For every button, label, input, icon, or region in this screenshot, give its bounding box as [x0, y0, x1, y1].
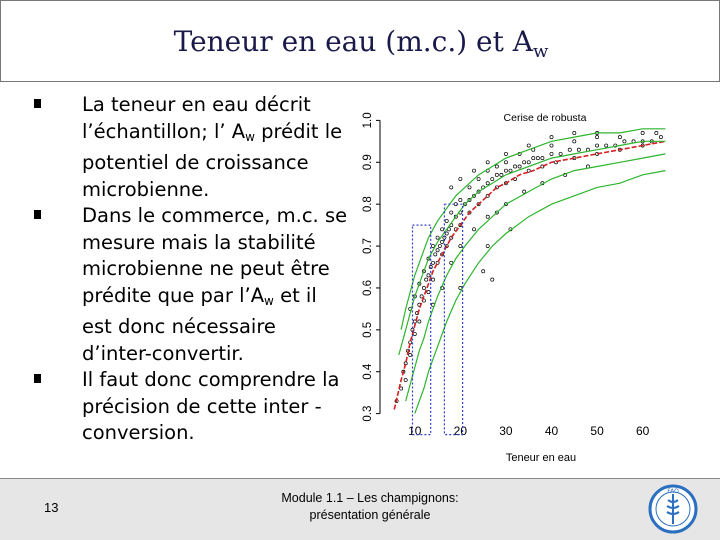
- data-point: [509, 169, 512, 172]
- bullet-item: Il faut donc comprendre la précision de cette inter -conversion.: [30, 367, 350, 447]
- data-point: [450, 211, 453, 214]
- data-point: [495, 173, 498, 176]
- data-point: [450, 186, 453, 189]
- data-point: [527, 161, 530, 164]
- data-point: [536, 156, 539, 159]
- bullet-square-icon: [34, 99, 41, 108]
- data-point: [504, 169, 507, 172]
- bullet-square-icon: [34, 374, 41, 383]
- data-point: [427, 291, 430, 294]
- data-point: [500, 173, 503, 176]
- y-tick-label: 1.0: [362, 112, 374, 129]
- data-point: [459, 177, 462, 180]
- data-point: [486, 161, 489, 164]
- slide-title: Teneur en eau (m.c.) et $A_w$: [173, 25, 549, 62]
- y-tick-label: 0.8: [362, 196, 374, 213]
- data-point: [641, 131, 644, 134]
- data-point: [595, 136, 598, 139]
- footer-line: Module 1.1 – Les champignons:: [281, 491, 459, 505]
- data-point: [550, 136, 553, 139]
- data-point: [472, 228, 475, 231]
- footer-line: présentation générale: [309, 508, 431, 522]
- data-point: [438, 244, 441, 247]
- data-point: [550, 152, 553, 155]
- y-tick-label: 0.5: [362, 321, 374, 338]
- x-tick-label: 20: [453, 424, 468, 438]
- data-point: [445, 232, 448, 235]
- y-tick-label: 0.6: [362, 279, 374, 296]
- data-point: [486, 215, 489, 218]
- data-point: [413, 332, 416, 335]
- y-tick-label: 0.7: [362, 238, 374, 255]
- data-point: [482, 270, 485, 273]
- x-tick-label: 30: [499, 424, 513, 438]
- fao-logo: [648, 484, 698, 534]
- data-point: [655, 131, 658, 134]
- data-point: [445, 219, 448, 222]
- bullet-item: Dans le commerce, m.c. se mesure mais la stabilité microbienne ne peut être prédite que par $l’A_w$ et il est donc nécessaire d’inter-convertir.: [30, 203, 350, 367]
- x-tick-label: 60: [635, 424, 650, 438]
- data-point: [573, 140, 576, 143]
- data-point: [605, 144, 608, 147]
- data-point: [573, 131, 576, 134]
- data-point: [659, 136, 662, 139]
- bullet-list: [30, 92, 350, 447]
- data-point: [459, 198, 462, 201]
- data-point: [472, 169, 475, 172]
- data-point: [504, 152, 507, 155]
- data-point: [436, 249, 439, 252]
- data-point: [491, 177, 494, 180]
- x-tick-label: 50: [590, 424, 604, 438]
- data-point: [441, 228, 444, 231]
- y-tick-label: 0.9: [362, 154, 374, 171]
- bullet-item: La teneur en eau décrit l’échantillon; l’ $A_w$ prédit le potentiel de croissance microbienne.: [30, 92, 350, 203]
- x-tick-label: 10: [408, 424, 422, 438]
- footer-text: [230, 490, 510, 524]
- data-point: [623, 140, 626, 143]
- data-point: [541, 156, 544, 159]
- data-point: [527, 144, 530, 147]
- data-point: [491, 278, 494, 281]
- confidence-band-curve: [399, 141, 666, 355]
- svg-text:FAO: FAO: [667, 488, 679, 495]
- x-axis-label: Teneur en eau: [505, 452, 577, 464]
- x-tick-label: 40: [544, 424, 559, 438]
- data-point: [422, 286, 425, 289]
- data-point: [513, 165, 516, 168]
- moisture-sorption-chart: [340, 92, 690, 472]
- data-point: [595, 144, 598, 147]
- chart-annotation: Cerise de robusta: [503, 112, 587, 124]
- y-tick-label: 0.3: [362, 405, 374, 422]
- y-tick-label: 0.4: [362, 363, 374, 380]
- data-point: [459, 244, 462, 247]
- title-panel: [0, 0, 720, 82]
- data-point: [431, 261, 434, 264]
- data-point: [486, 244, 489, 247]
- data-point: [618, 136, 621, 139]
- data-point: [418, 320, 421, 323]
- data-point: [436, 236, 439, 239]
- data-point: [427, 274, 430, 277]
- confidence-band-curve: [415, 171, 666, 414]
- data-point: [577, 148, 580, 151]
- data-point: [486, 182, 489, 185]
- data-point: [532, 156, 535, 159]
- page-number: 13: [44, 500, 59, 515]
- data-point: [468, 186, 471, 189]
- data-point: [495, 165, 498, 168]
- data-point: [568, 148, 571, 151]
- data-point: [477, 177, 480, 180]
- data-point: [409, 353, 412, 356]
- data-point: [504, 161, 507, 164]
- data-point: [523, 190, 526, 193]
- data-point: [441, 240, 444, 243]
- data-point: [518, 165, 521, 168]
- data-point: [434, 253, 437, 256]
- data-point: [523, 161, 526, 164]
- data-point: [425, 278, 428, 281]
- data-point: [404, 379, 407, 382]
- data-point: [431, 278, 434, 281]
- bullet-square-icon: [34, 210, 41, 219]
- data-point: [550, 144, 553, 147]
- data-point: [559, 152, 562, 155]
